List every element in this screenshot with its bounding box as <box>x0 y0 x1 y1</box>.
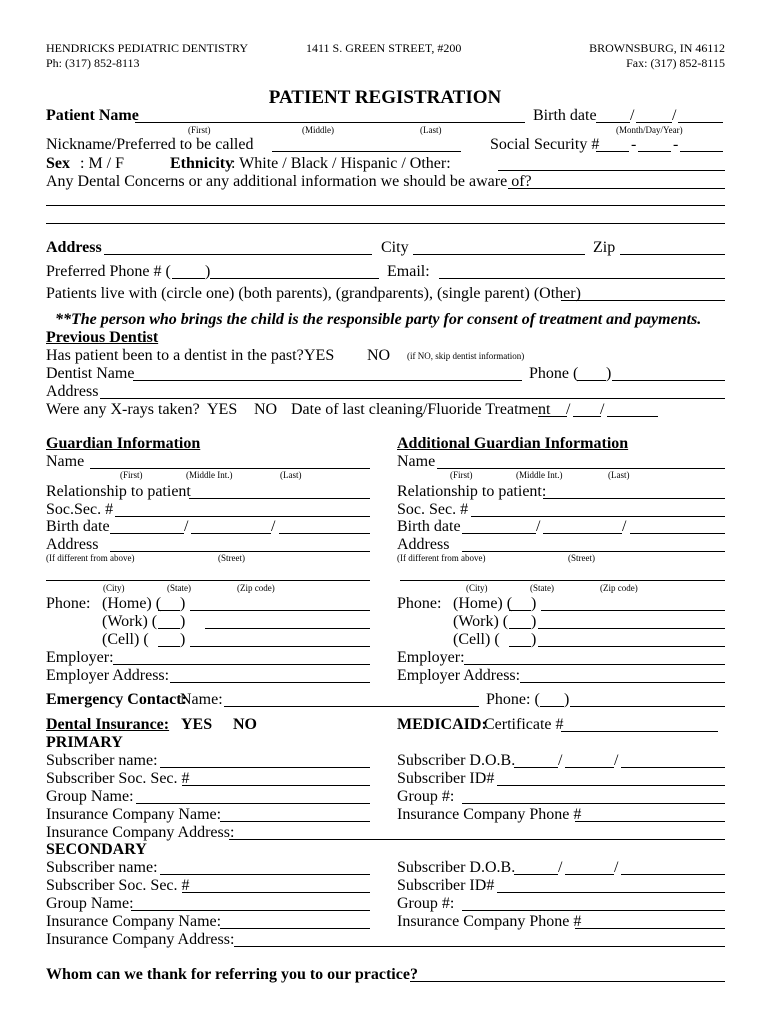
primary-insurance-company-address-field[interactable] <box>229 839 725 840</box>
guardian-socsec-label: Soc.Sec. # <box>46 501 114 518</box>
sub-diff: (If different from above) <box>46 553 135 563</box>
sub-state: (State) <box>530 583 554 593</box>
ethnicity-label: Ethnicity <box>170 155 234 172</box>
sex-label: Sex <box>46 155 70 172</box>
additional-guardian-address-city-field[interactable] <box>400 580 725 581</box>
sub-last: (Last) <box>280 470 302 480</box>
practice-phone: Ph: (317) 852-8113 <box>46 56 140 70</box>
guardian-address-city-field[interactable] <box>46 580 370 581</box>
sub-first: (First) <box>450 470 473 480</box>
guardian-employer-address-field[interactable] <box>170 682 370 683</box>
secondary-dob-day-field[interactable] <box>565 874 614 875</box>
additional-guardian-relationship-field[interactable] <box>543 498 725 499</box>
dentist-name-label: Dentist Name <box>46 365 135 382</box>
certificate-label: Certificate # <box>484 716 564 733</box>
primary-group-name-field[interactable] <box>136 803 370 804</box>
additional-guardian-cell-label: (Cell) ( <box>453 631 500 648</box>
patient-name-label: Patient Name <box>46 107 139 124</box>
guardian-birth-month-field[interactable] <box>110 533 184 534</box>
additional-guardian-socsec-field[interactable] <box>471 516 725 517</box>
preferred-phone-label: Preferred Phone # ( <box>46 263 171 280</box>
xrays-yes-option[interactable]: YES <box>207 401 238 418</box>
secondary-subscriber-socsec-field[interactable] <box>182 892 370 893</box>
lives-with-label[interactable]: Patients live with (circle one) (both parents), (grandparents), (single parent) (Other) <box>46 285 581 302</box>
additional-guardian-employer-address-field[interactable] <box>520 682 725 683</box>
dentist-phone-area-field[interactable] <box>577 380 606 381</box>
emergency-phone-field[interactable] <box>570 706 725 707</box>
guardian-work-phone-field[interactable] <box>205 628 370 629</box>
ssn-part2-field[interactable] <box>638 151 671 152</box>
primary-subscriber-name-field[interactable] <box>160 767 370 768</box>
additional-guardian-socsec-label: Soc. Sec. # <box>397 501 469 518</box>
guardian-phone-label: Phone: <box>46 595 91 612</box>
sub-city: (City) <box>466 583 488 593</box>
sub-zip: (Zip code) <box>237 583 275 593</box>
primary-dob-year-field[interactable] <box>621 767 725 768</box>
primary-subscriber-id-field[interactable] <box>497 785 725 786</box>
primary-subscriber-dob-label: Subscriber D.O.B. <box>397 752 516 769</box>
primary-dob-month-field[interactable] <box>514 767 558 768</box>
guardian-relationship-field[interactable] <box>189 498 370 499</box>
guardian-name-label: Name <box>46 453 85 470</box>
emergency-name-label: Name: <box>180 691 223 708</box>
concerns-field-1[interactable] <box>508 188 725 189</box>
insurance-yes-option[interactable]: YES <box>181 716 213 733</box>
emergency-contact-label: Emergency Contact: <box>46 691 187 708</box>
sub-mdy: (Month/Day/Year) <box>616 125 683 135</box>
additional-guardian-name-field[interactable] <box>437 468 725 469</box>
primary-insurance-company-name-label: Insurance Company Name: <box>46 806 222 823</box>
primary-insurance-company-phone-field[interactable] <box>575 821 725 822</box>
address-field[interactable] <box>104 254 372 255</box>
additional-guardian-home-phone-field[interactable] <box>541 610 725 611</box>
ssn-part3-field[interactable] <box>680 151 723 152</box>
secondary-subscriber-id-field[interactable] <box>497 892 725 893</box>
concerns-field-2[interactable] <box>46 205 725 206</box>
paren-close: ) <box>180 613 186 630</box>
secondary-subscriber-dob-label: Subscriber D.O.B. <box>397 859 516 876</box>
emergency-phone-area-field[interactable] <box>540 706 564 707</box>
sub-last: (Last) <box>608 470 630 480</box>
city-field[interactable] <box>413 254 585 255</box>
sub-street: (Street) <box>568 553 595 563</box>
secondary-insurance-company-address-label: Insurance Company Address: <box>46 931 235 948</box>
ssn-label: Social Security # <box>490 136 600 153</box>
slash: / <box>271 518 276 535</box>
ethnicity-other-field[interactable] <box>498 170 725 171</box>
guardian-birth-label: Birth date <box>46 518 110 535</box>
sub-last: (Last) <box>420 125 442 135</box>
guardian-employer-label: Employer: <box>46 649 114 666</box>
sub-zip: (Zip code) <box>600 583 638 593</box>
birth-year-field[interactable] <box>678 122 723 123</box>
preferred-phone-area-field[interactable] <box>172 278 205 279</box>
guardian-relationship-label: Relationship to patient <box>46 483 191 500</box>
secondary-insurance-company-address-field[interactable] <box>234 946 725 947</box>
referral-label: Whom can we thank for referring you to our practice? <box>46 966 418 983</box>
additional-guardian-address-label: Address <box>397 536 450 553</box>
paren-close: ) <box>180 631 186 648</box>
city-label: City <box>381 239 409 256</box>
dentist-yes-option[interactable]: YES <box>304 347 335 364</box>
guardian-cell-phone-field[interactable] <box>190 646 370 647</box>
secondary-insurance-company-phone-field[interactable] <box>575 928 725 929</box>
guardian-home-label: (Home) ( <box>102 595 162 612</box>
guardian-employer-address-label: Employer Address: <box>46 667 170 684</box>
paren-close: ) <box>531 613 537 630</box>
additional-guardian-home-label: (Home) ( <box>453 595 513 612</box>
secondary-subscriber-id-label: Subscriber ID# <box>397 877 495 894</box>
guardian-birth-year-field[interactable] <box>279 533 370 534</box>
guardian-cell-label: (Cell) ( <box>102 631 149 648</box>
dentist-address-field[interactable] <box>100 398 725 399</box>
address-label: Address <box>46 239 102 256</box>
primary-subscriber-socsec-label: Subscriber Soc. Sec. # <box>46 770 190 787</box>
concerns-label: Any Dental Concerns or any additional information we should be aware of? <box>46 173 532 190</box>
sub-middle: (Middle) <box>302 125 334 135</box>
secondary-heading: SECONDARY <box>46 841 147 858</box>
primary-insurance-company-phone-label: Insurance Company Phone # <box>397 806 582 823</box>
additional-guardian-work-label: (Work) ( <box>453 613 509 630</box>
sub-first: (First) <box>120 470 143 480</box>
sub-city: (City) <box>103 583 125 593</box>
additional-guardian-address-street-field[interactable] <box>462 551 725 552</box>
guardian-birth-day-field[interactable] <box>191 533 271 534</box>
guardian-name-field[interactable] <box>90 468 370 469</box>
cleaning-month-field[interactable] <box>538 416 567 417</box>
secondary-insurance-company-phone-label: Insurance Company Phone # <box>397 913 582 930</box>
primary-heading: PRIMARY <box>46 734 123 751</box>
paren-close: ) <box>531 595 537 612</box>
medicaid-certificate-field[interactable] <box>561 731 718 732</box>
dental-insurance-label: Dental Insurance: <box>46 716 170 733</box>
cleaning-label: Date of last cleaning/Fluoride Treatment <box>291 401 551 418</box>
slash: / <box>536 518 541 535</box>
secondary-subscriber-name-label: Subscriber name: <box>46 859 158 876</box>
email-label: Email: <box>387 263 430 280</box>
additional-guardian-home-area-field[interactable] <box>509 610 531 611</box>
guardian-home-phone-field[interactable] <box>190 610 370 611</box>
primary-subscriber-name-label: Subscriber name: <box>46 752 158 769</box>
cleaning-year-field[interactable] <box>607 416 658 417</box>
nickname-field[interactable] <box>272 151 461 152</box>
email-field[interactable] <box>439 278 725 279</box>
practice-fax: Fax: (317) 852-8115 <box>626 56 725 70</box>
dentist-phone-label: Phone ( <box>529 365 579 382</box>
primary-group-number-label: Group #: <box>397 788 455 805</box>
guardian-address-street-field[interactable] <box>110 551 370 552</box>
sub-first: (First) <box>188 125 211 135</box>
emergency-name-field[interactable] <box>224 706 479 707</box>
guardian-heading: Guardian Information <box>46 435 201 452</box>
dentist-no-option[interactable]: NO <box>367 347 391 364</box>
additional-guardian-phone-label: Phone: <box>397 595 442 612</box>
guardian-socsec-field[interactable] <box>115 516 370 517</box>
responsibility-notice: **The person who brings the child is the responsible party for consent of treatment and payments. <box>55 311 702 328</box>
slash: / <box>566 401 571 418</box>
sub-state: (State) <box>167 583 191 593</box>
primary-insurance-company-address-label: Insurance Company Address: <box>46 824 235 841</box>
secondary-group-number-label: Group #: <box>397 895 455 912</box>
zip-field[interactable] <box>620 254 725 255</box>
slash: / <box>630 107 635 124</box>
previous-dentist-heading: Previous Dentist <box>46 329 159 346</box>
preferred-phone-field[interactable] <box>210 278 379 279</box>
slash: / <box>558 859 563 876</box>
additional-guardian-birth-month-field[interactable] <box>462 533 536 534</box>
nickname-label: Nickname/Preferred to be called <box>46 136 254 153</box>
birth-day-field[interactable] <box>636 122 672 123</box>
additional-guardian-work-area-field[interactable] <box>509 628 531 629</box>
birth-month-field[interactable] <box>596 122 630 123</box>
additional-guardian-birth-year-field[interactable] <box>630 533 725 534</box>
additional-guardian-cell-phone-field[interactable] <box>538 646 725 647</box>
practice-city: BROWNSBURG, IN 46112 <box>589 41 725 55</box>
sub-middle: (Middle Int.) <box>186 470 233 480</box>
lives-with-other-field[interactable] <box>561 300 725 301</box>
primary-insurance-company-name-field[interactable] <box>220 821 370 822</box>
skip-note: (if NO, skip dentist information) <box>407 351 525 361</box>
primary-subscriber-id-label: Subscriber ID# <box>397 770 495 787</box>
primary-group-name-label: Group Name: <box>46 788 134 805</box>
practice-street: 1411 S. GREEN STREET, #200 <box>306 41 462 55</box>
additional-guardian-cell-area-field[interactable] <box>509 646 531 647</box>
xrays-no-option[interactable]: NO <box>254 401 278 418</box>
slash: / <box>184 518 189 535</box>
dentist-question: Has patient been to a dentist in the past? <box>46 347 304 364</box>
slash: / <box>600 401 605 418</box>
xrays-label: Were any X-rays taken? <box>46 401 200 418</box>
slash: / <box>622 518 627 535</box>
page-title: PATIENT REGISTRATION <box>268 87 502 108</box>
guardian-work-area-field[interactable] <box>158 628 180 629</box>
paren-close: ) <box>564 691 570 708</box>
secondary-subscriber-name-field[interactable] <box>160 874 370 875</box>
ethnicity-options[interactable]: : White / Black / Hispanic / Other: <box>231 155 451 172</box>
additional-guardian-birth-day-field[interactable] <box>543 533 622 534</box>
guardian-employer-field[interactable] <box>113 664 370 665</box>
ssn-part1-field[interactable] <box>596 151 629 152</box>
additional-guardian-employer-field[interactable] <box>464 664 725 665</box>
secondary-dob-month-field[interactable] <box>514 874 558 875</box>
emergency-phone-label: Phone: ( <box>486 691 540 708</box>
additional-guardian-birth-label: Birth date <box>397 518 461 535</box>
secondary-insurance-company-name-label: Insurance Company Name: <box>46 913 222 930</box>
additional-guardian-name-label: Name <box>397 453 436 470</box>
secondary-group-name-label: Group Name: <box>46 895 134 912</box>
secondary-group-number-field[interactable] <box>462 910 725 911</box>
primary-subscriber-socsec-field[interactable] <box>182 785 370 786</box>
slash: / <box>672 107 677 124</box>
cleaning-day-field[interactable] <box>573 416 601 417</box>
guardian-address-label: Address <box>46 536 99 553</box>
dash: - <box>673 136 679 153</box>
practice-name: HENDRICKS PEDIATRIC DENTISTRY <box>46 41 249 55</box>
paren-close: ) <box>606 365 612 382</box>
concerns-field-3[interactable] <box>46 223 725 224</box>
paren-close: ) <box>180 595 186 612</box>
primary-group-number-field[interactable] <box>462 803 725 804</box>
additional-guardian-employer-address-label: Employer Address: <box>397 667 521 684</box>
slash: / <box>614 859 619 876</box>
sub-middle: (Middle Int.) <box>516 470 563 480</box>
dentist-address-label: Address <box>46 383 99 400</box>
slash: / <box>558 752 563 769</box>
guardian-work-label: (Work) ( <box>102 613 158 630</box>
secondary-subscriber-socsec-label: Subscriber Soc. Sec. # <box>46 877 190 894</box>
dentist-phone-field[interactable] <box>612 380 725 381</box>
guardian-home-area-field[interactable] <box>158 610 180 611</box>
sub-diff: (If different from above) <box>397 553 486 563</box>
patient-name-field[interactable] <box>135 122 525 123</box>
primary-dob-day-field[interactable] <box>565 767 614 768</box>
sex-options[interactable]: : M / F <box>80 155 125 172</box>
additional-guardian-heading: Additional Guardian Information <box>397 435 629 452</box>
secondary-insurance-company-name-field[interactable] <box>220 928 370 929</box>
referral-field[interactable] <box>410 981 725 982</box>
dentist-name-field[interactable] <box>133 380 522 381</box>
birth-date-label: Birth date <box>533 107 597 124</box>
medicaid-label: MEDICAID: <box>397 716 487 733</box>
additional-guardian-employer-label: Employer: <box>397 649 465 666</box>
insurance-no-option[interactable]: NO <box>233 716 257 733</box>
additional-guardian-work-phone-field[interactable] <box>538 628 725 629</box>
zip-label: Zip <box>593 239 616 256</box>
paren-close: ) <box>205 263 211 280</box>
additional-guardian-relationship-label: Relationship to patient: <box>397 483 547 500</box>
paren-close: ) <box>531 631 537 648</box>
slash: / <box>614 752 619 769</box>
sub-street: (Street) <box>218 553 245 563</box>
guardian-cell-area-field[interactable] <box>158 646 180 647</box>
secondary-group-name-field[interactable] <box>131 910 370 911</box>
dash: - <box>631 136 637 153</box>
secondary-dob-year-field[interactable] <box>621 874 725 875</box>
